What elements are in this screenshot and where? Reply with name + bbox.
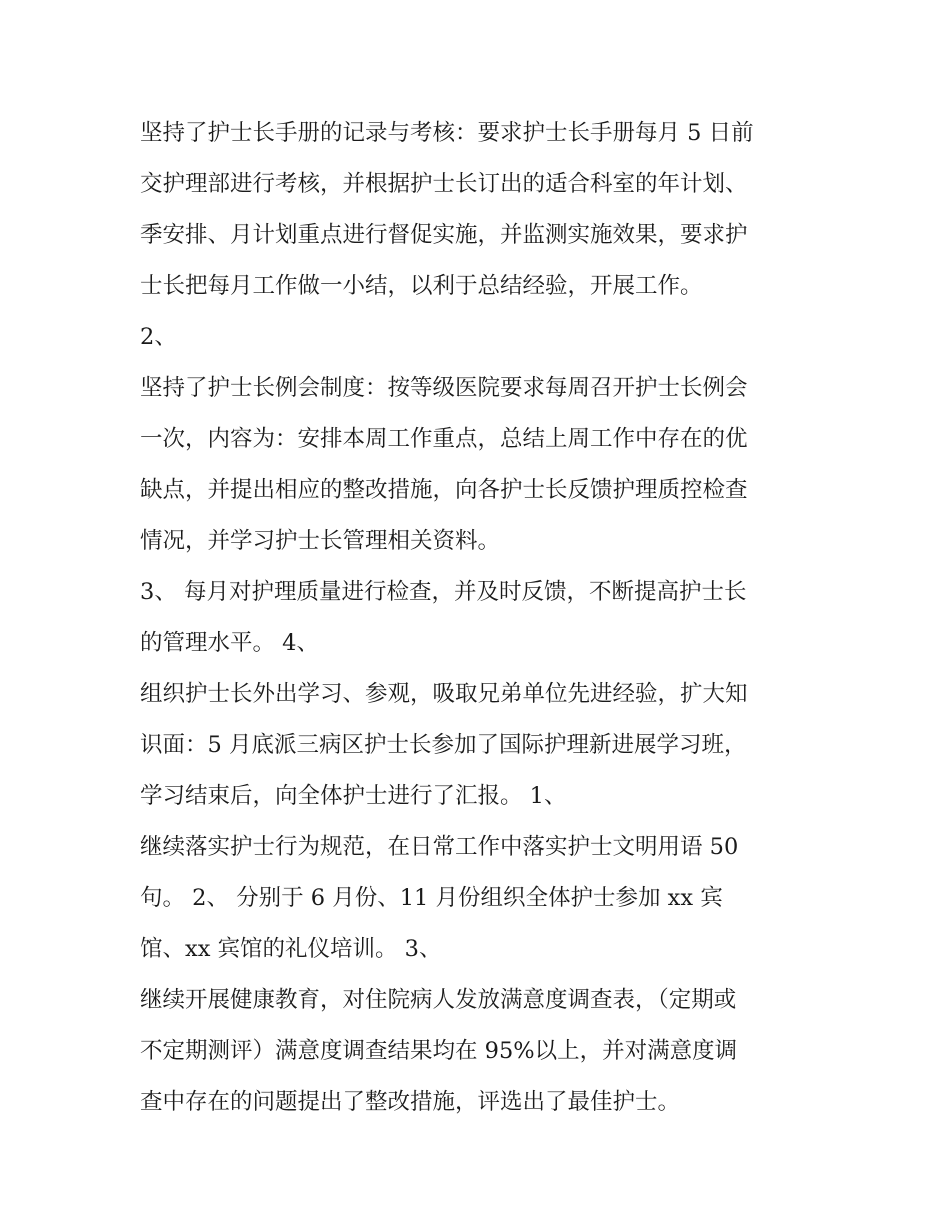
text-line: 识面：5 月底派三病区护士长参加了国际护理新进展学习班， bbox=[140, 732, 747, 758]
text-line: 继续开展健康教育，对住院病人发放满意度调查表，（定期或 bbox=[140, 987, 737, 1013]
text-line: 查中存在的问题提出了整改措施，评选出了最佳护士。 bbox=[140, 1089, 681, 1115]
text-line: 馆、xx 宾馆的礼仪培训。 3、 bbox=[140, 936, 442, 962]
text-line: 学习结束后，向全体护士进行了汇报。 1、 bbox=[140, 783, 567, 809]
text-line: 交护理部进行考核，并根据护士长订出的适合科室的年计划、 bbox=[140, 171, 748, 197]
text-line: 缺点，并提出相应的整改措施，向各护士长反馈护理质控检查 bbox=[140, 477, 748, 503]
text-line: 不定期测评）满意度调查结果均在 95%以上，并对满意度调 bbox=[140, 1038, 738, 1064]
text-line: 3、 每月对护理质量进行检查，并及时反馈，不断提高护士长 bbox=[140, 579, 747, 605]
text-line: 一次，内容为：安排本周工作重点，总结上周工作中存在的优 bbox=[140, 426, 748, 452]
text-line: 句。 2、 分别于 6 月份、11 月份组织全体护士参加 xx 宾 bbox=[140, 885, 723, 911]
text-line: 的管理水平。 4、 bbox=[140, 630, 319, 656]
body-text bbox=[140, 108, 820, 1128]
text-line: 季安排、月计划重点进行督促实施，并监测实施效果，要求护 bbox=[140, 222, 748, 248]
text-line: 士长把每月工作做一小结，以利于总结经验，开展工作。 bbox=[140, 273, 703, 299]
text-line: 情况，并学习护士长管理相关资料。 bbox=[140, 528, 501, 554]
text-line: 坚持了护士长例会制度：按等级医院要求每周召开护士长例会 bbox=[140, 375, 748, 401]
text-line: 2、 bbox=[140, 324, 177, 350]
text-line: 组织护士长外出学习、参观，吸取兄弟单位先进经验，扩大知 bbox=[140, 681, 748, 707]
text-line: 继续落实护士行为规范，在日常工作中落实护士文明用语 50 bbox=[140, 834, 739, 860]
text-line: 坚持了护士长手册的记录与考核：要求护士长手册每月 5 日前 bbox=[140, 120, 754, 146]
